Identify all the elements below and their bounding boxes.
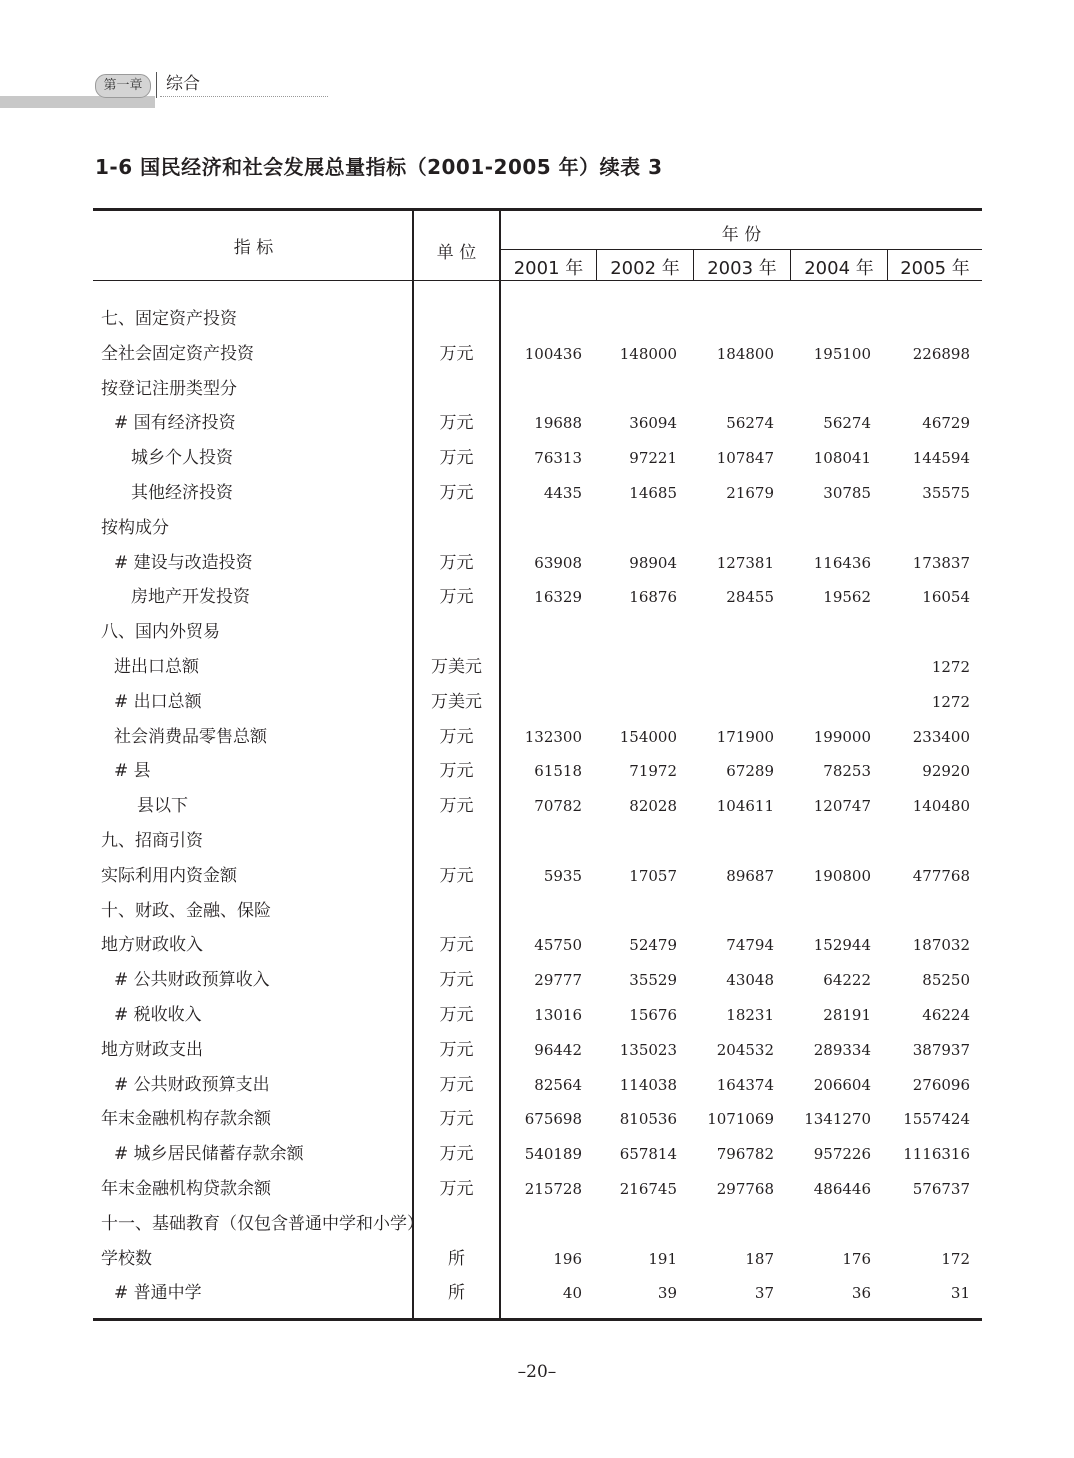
row-value: 16329 <box>534 588 582 607</box>
row-value: 1557424 <box>903 1110 970 1129</box>
table-row <box>95 650 982 684</box>
table-row <box>95 1276 982 1310</box>
row-label: # 国有经济投资 <box>114 413 236 434</box>
row-value: 206604 <box>813 1075 871 1094</box>
row-label: 进出口总额 <box>114 657 199 677</box>
row-value: 92920 <box>922 762 970 781</box>
row-value <box>873 1207 970 1241</box>
row-value: 216745 <box>619 1180 677 1198</box>
row-label: 房地产开发投资 <box>131 587 250 608</box>
chapter-badge: 第一章 <box>95 74 151 98</box>
row-value: 135023 <box>619 1040 677 1059</box>
row-unit: 万元 <box>439 1144 474 1165</box>
row-value: 1272 <box>931 658 970 676</box>
row-value: 56274 <box>726 414 774 433</box>
row-value <box>580 511 677 545</box>
row-value <box>774 894 871 928</box>
row-value: 576737 <box>912 1180 970 1198</box>
row-value: 96442 <box>534 1040 582 1059</box>
row-label: 城乡个人投资 <box>131 448 233 469</box>
row-value: 120747 <box>813 797 871 816</box>
table-row <box>95 337 982 371</box>
row-label: 县以下 <box>137 796 188 817</box>
row-label: 其他经济投资 <box>131 483 233 503</box>
row-value: 70782 <box>534 797 582 816</box>
row-value: 114038 <box>619 1075 677 1094</box>
row-value: 4435 <box>543 484 582 502</box>
row-value <box>873 302 970 336</box>
table-row <box>95 406 982 440</box>
row-value <box>774 685 871 719</box>
row-value: 116436 <box>813 553 871 572</box>
row-value: 76313 <box>534 449 582 468</box>
row-unit: 万元 <box>439 343 474 364</box>
row-value <box>677 685 774 719</box>
row-value: 63908 <box>534 553 582 572</box>
row-value: 67289 <box>726 762 774 781</box>
table-row <box>95 546 982 580</box>
row-value <box>485 685 582 719</box>
row-label: 按构成分 <box>101 517 169 538</box>
row-unit: 所 <box>448 1248 465 1269</box>
row-label: 实际利用内资金额 <box>101 865 237 886</box>
row-unit: 万元 <box>439 726 474 747</box>
row-value <box>677 824 774 858</box>
row-unit: 万元 <box>439 587 474 608</box>
row-label: 年末金融机构存款余额 <box>101 1109 271 1130</box>
row-label: # 出口总额 <box>114 691 202 712</box>
table-row <box>95 1068 982 1102</box>
row-value <box>677 615 774 649</box>
row-value: 387937 <box>912 1040 970 1059</box>
row-value: 540189 <box>524 1145 582 1164</box>
row-value: 16054 <box>922 588 970 607</box>
header-year: 2001 年 <box>513 258 584 279</box>
row-label: 地方财政收入 <box>101 935 203 956</box>
row-value: 36094 <box>629 414 677 433</box>
row-value: 477768 <box>912 866 970 885</box>
table-row <box>95 302 982 336</box>
row-value: 82564 <box>534 1075 582 1094</box>
row-label: 全社会固定资产投资 <box>101 343 254 364</box>
row-value <box>580 650 677 684</box>
row-value: 486446 <box>813 1180 871 1198</box>
row-value <box>774 511 871 545</box>
row-value: 30785 <box>823 484 871 502</box>
row-value: 85250 <box>922 971 970 990</box>
row-value <box>580 1207 677 1241</box>
row-value <box>485 615 582 649</box>
row-value: 1341270 <box>804 1110 871 1129</box>
row-value <box>774 650 871 684</box>
row-value: 98904 <box>629 553 677 572</box>
header-separator <box>156 72 157 98</box>
header-year: 2003 年 <box>707 258 777 279</box>
row-value: 46224 <box>922 1006 970 1024</box>
row-value: 957226 <box>813 1145 871 1164</box>
row-value <box>580 372 677 406</box>
row-value: 100436 <box>524 344 582 363</box>
row-value: 195100 <box>813 344 871 363</box>
row-value: 71972 <box>629 762 677 781</box>
row-value: 17057 <box>629 866 677 885</box>
row-value: 215728 <box>524 1180 582 1198</box>
row-value: 233400 <box>912 727 970 746</box>
row-value <box>485 1207 582 1241</box>
table-row <box>95 1102 982 1136</box>
row-unit: 万元 <box>439 796 474 817</box>
table-row <box>95 441 982 475</box>
row-value: 675698 <box>524 1110 582 1129</box>
row-value <box>873 894 970 928</box>
row-unit: 万元 <box>439 1005 474 1025</box>
row-value: 37 <box>754 1284 774 1303</box>
row-value <box>485 824 582 858</box>
row-label: 九、招商引资 <box>101 831 203 851</box>
row-value: 191 <box>648 1249 677 1268</box>
row-value: 297768 <box>716 1180 774 1198</box>
row-unit: 万元 <box>439 552 474 573</box>
row-value: 810536 <box>619 1110 677 1129</box>
row-unit: 万元 <box>439 483 474 503</box>
row-value: 1071069 <box>707 1110 774 1129</box>
row-value: 1116316 <box>903 1145 970 1164</box>
row-label: # 建设与改造投资 <box>114 552 253 573</box>
row-value <box>580 302 677 336</box>
row-value: 657814 <box>619 1145 677 1164</box>
section-label: 综合 <box>166 74 200 94</box>
row-label: 按登记注册类型分 <box>101 378 237 399</box>
table-row <box>95 894 982 928</box>
table-row <box>95 928 982 962</box>
row-value: 36 <box>851 1284 871 1303</box>
table-row <box>95 998 982 1032</box>
row-unit: 万元 <box>439 413 474 434</box>
row-value: 28455 <box>726 588 774 607</box>
row-value: 16876 <box>629 588 677 607</box>
row-value <box>485 372 582 406</box>
table-row <box>95 1033 982 1067</box>
row-value: 132300 <box>524 727 582 746</box>
row-value: 173837 <box>912 553 970 572</box>
row-unit: 万元 <box>439 970 474 991</box>
table-row <box>95 789 982 823</box>
table-row <box>95 615 982 649</box>
row-value <box>774 824 871 858</box>
row-value <box>873 372 970 406</box>
header-year: 2005 年 <box>900 258 970 279</box>
table-row <box>95 511 982 545</box>
row-unit: 万元 <box>439 1179 474 1199</box>
row-value: 52479 <box>629 936 677 955</box>
row-unit: 万美元 <box>431 657 482 677</box>
table-row <box>95 372 982 406</box>
row-label: # 县 <box>114 761 151 782</box>
row-label: # 城乡居民储蓄存款余额 <box>114 1144 304 1165</box>
row-value <box>580 615 677 649</box>
row-value: 108041 <box>813 449 871 468</box>
row-value: 187 <box>745 1249 774 1268</box>
row-value: 190800 <box>813 866 871 885</box>
row-unit: 万元 <box>439 1109 474 1130</box>
row-value <box>485 302 582 336</box>
row-value: 19688 <box>534 414 582 433</box>
row-label: 学校数 <box>101 1248 152 1269</box>
row-label: 年末金融机构贷款余额 <box>101 1179 271 1199</box>
row-label: # 税收收入 <box>114 1005 202 1025</box>
row-value <box>485 650 582 684</box>
row-unit: 万元 <box>439 935 474 956</box>
row-value: 56274 <box>823 414 871 433</box>
row-value: 289334 <box>813 1040 871 1059</box>
row-value: 276096 <box>912 1075 970 1094</box>
row-value <box>580 894 677 928</box>
header-dotted-rule <box>160 96 328 97</box>
row-value: 187032 <box>912 936 970 955</box>
table-row <box>95 476 982 510</box>
row-value: 204532 <box>716 1040 774 1059</box>
row-label: # 公共财政预算支出 <box>114 1074 270 1095</box>
row-value: 89687 <box>726 866 774 885</box>
page-number: –20– <box>517 1362 557 1382</box>
row-value: 199000 <box>813 727 871 746</box>
row-value: 28191 <box>823 1006 871 1024</box>
row-value: 19562 <box>823 588 871 607</box>
row-label: 八、国内外贸易 <box>101 622 220 643</box>
table-row <box>95 859 982 893</box>
row-value: 172 <box>941 1249 970 1268</box>
row-value <box>580 824 677 858</box>
row-value: 31 <box>950 1284 970 1303</box>
row-value: 176 <box>842 1249 871 1268</box>
row-value: 184800 <box>716 344 774 363</box>
row-value <box>677 1207 774 1241</box>
row-value: 82028 <box>629 797 677 816</box>
header-year-group: 年 份 <box>721 225 762 245</box>
row-unit: 万元 <box>439 1039 474 1060</box>
row-value <box>677 302 774 336</box>
row-value: 196 <box>553 1249 582 1268</box>
row-label: 十、财政、金融、保险 <box>101 900 271 921</box>
row-unit: 万元 <box>439 1074 474 1095</box>
table-top-rule <box>93 208 982 211</box>
row-value: 64222 <box>823 971 871 990</box>
row-label: 十一、基础教育（仅包含普通中学和小学） <box>101 1213 424 1234</box>
row-value: 796782 <box>716 1145 774 1164</box>
header-year: 2002 年 <box>610 258 680 279</box>
table-row <box>95 580 982 614</box>
header-bottom-rule <box>93 280 982 281</box>
row-label: 社会消费品零售总额 <box>114 726 267 747</box>
row-value: 18231 <box>726 1006 774 1024</box>
table-row <box>95 685 982 719</box>
row-value <box>774 302 871 336</box>
row-value: 61518 <box>534 762 582 781</box>
table-row <box>95 1207 982 1241</box>
table-bottom-rule <box>93 1318 982 1321</box>
row-value <box>677 650 774 684</box>
row-value: 21679 <box>726 484 774 502</box>
row-unit: 万元 <box>439 865 474 886</box>
row-value: 13016 <box>534 1006 582 1024</box>
row-label: # 公共财政预算收入 <box>114 970 270 991</box>
row-value: 140480 <box>912 797 970 816</box>
row-value: 14685 <box>629 484 677 502</box>
row-value: 154000 <box>619 727 677 746</box>
table-title: 1-6 国民经济和社会发展总量指标（2001-2005 年）续表 3 <box>95 155 663 179</box>
row-value <box>774 372 871 406</box>
row-value <box>774 615 871 649</box>
table-row <box>95 1242 982 1276</box>
header-unit: 单 位 <box>436 243 477 263</box>
row-unit: 所 <box>448 1283 465 1304</box>
row-value <box>485 511 582 545</box>
row-unit: 万元 <box>439 448 474 469</box>
row-value: 148000 <box>619 344 677 363</box>
table-row <box>95 1137 982 1171</box>
row-value: 127381 <box>716 553 774 572</box>
row-value <box>774 1207 871 1241</box>
row-value <box>485 894 582 928</box>
table-row <box>95 720 982 754</box>
row-unit: 万元 <box>439 761 474 782</box>
row-value: 45750 <box>534 936 582 955</box>
table-row <box>95 824 982 858</box>
row-label: # 普通中学 <box>114 1283 202 1304</box>
row-value: 97221 <box>629 449 677 468</box>
row-value: 107847 <box>716 449 774 468</box>
row-label: 地方财政支出 <box>101 1039 203 1060</box>
row-value: 1272 <box>931 692 970 711</box>
header-indicator: 指 标 <box>233 238 274 258</box>
table-row <box>95 963 982 997</box>
row-value: 29777 <box>534 971 582 990</box>
row-value: 226898 <box>912 344 970 363</box>
row-value <box>677 511 774 545</box>
row-value <box>677 372 774 406</box>
row-value: 74794 <box>726 936 774 955</box>
row-value: 43048 <box>726 971 774 990</box>
row-value <box>873 615 970 649</box>
row-value <box>677 894 774 928</box>
row-value <box>873 824 970 858</box>
row-unit: 万美元 <box>431 691 482 712</box>
row-value: 39 <box>657 1284 677 1303</box>
row-value: 5935 <box>543 866 582 885</box>
header-year: 2004 年 <box>804 258 874 279</box>
row-value: 78253 <box>823 762 871 781</box>
row-value: 40 <box>562 1284 582 1303</box>
row-value <box>580 685 677 719</box>
row-value: 35529 <box>629 971 677 990</box>
row-value: 152944 <box>813 936 871 955</box>
row-value: 15676 <box>629 1006 677 1024</box>
row-value: 144594 <box>912 449 970 468</box>
row-value: 46729 <box>922 414 970 433</box>
row-value: 35575 <box>922 484 970 502</box>
table-row <box>95 754 982 788</box>
row-value <box>873 511 970 545</box>
row-label: 七、固定资产投资 <box>101 309 237 329</box>
table-row <box>95 1172 982 1206</box>
row-value: 171900 <box>716 727 774 746</box>
row-value: 104611 <box>716 797 774 816</box>
row-value: 164374 <box>716 1075 774 1094</box>
year-group-rule <box>500 249 982 250</box>
